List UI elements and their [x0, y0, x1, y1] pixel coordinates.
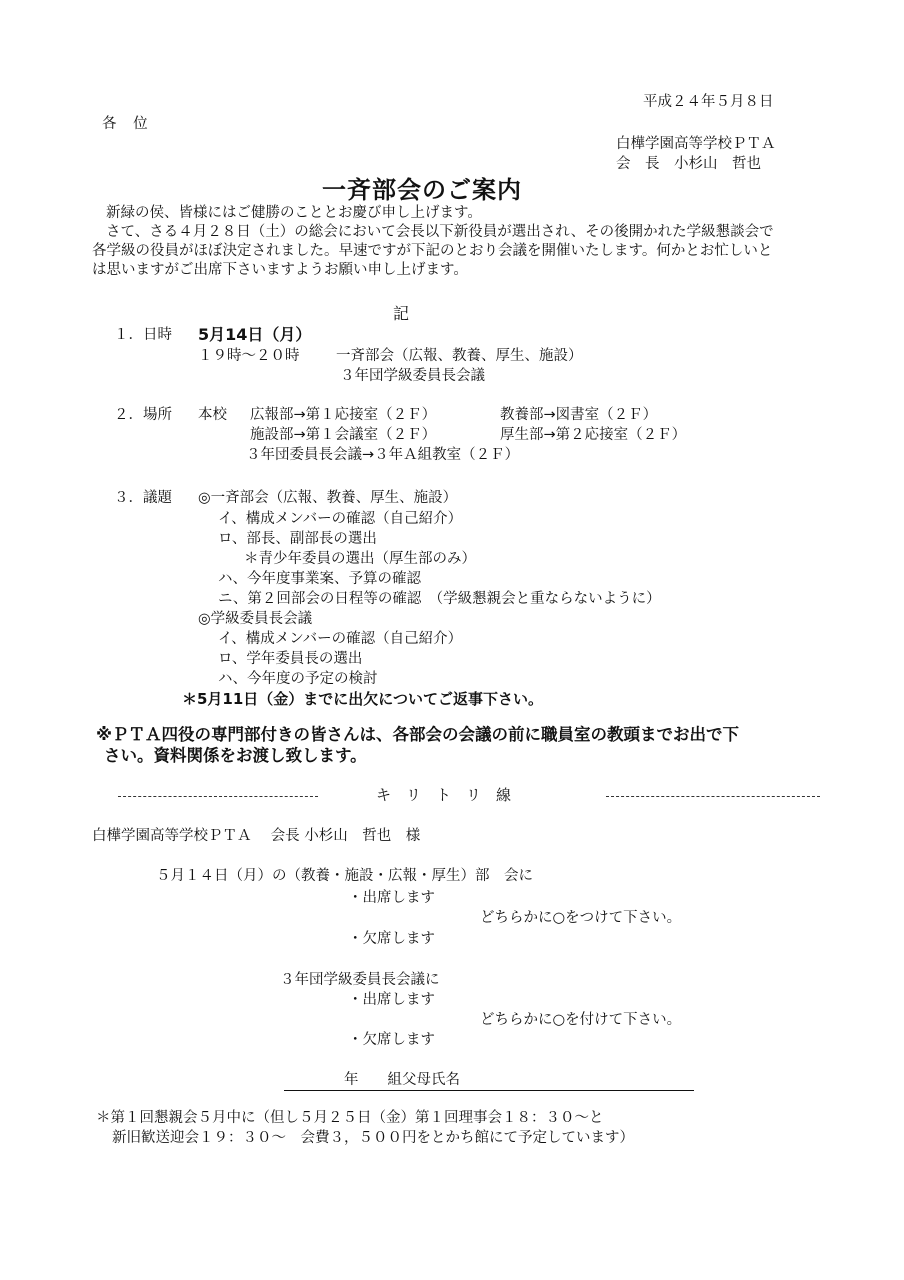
room-assignment: 広報部→第１応接室（２Ｆ）: [250, 407, 437, 423]
item1-event: 一斉部会（広報、教養、厚生、施設）: [336, 348, 583, 364]
attend-option: ・出席します: [348, 890, 435, 906]
notice-line: さい。資料関係をお渡し致します。: [104, 746, 367, 765]
agenda-line: ハ、今年度事業案、予算の確認: [218, 571, 421, 587]
recipient: 各 位: [102, 116, 154, 132]
cut-line-right: [606, 796, 820, 797]
agenda-line: ニ、第２回部会の日程等の確認 （学級懇親会と重ならないように）: [218, 591, 661, 607]
item2-label: ２．場所: [114, 407, 172, 423]
agenda-line: ＊青少年委員の選出（厚生部のみ）: [244, 551, 476, 567]
agenda-line: イ、構成メンバーの確認（自己紹介）: [218, 631, 463, 647]
agenda-line: ハ、今年度の予定の検討: [218, 671, 378, 687]
agenda-line: ロ、学年委員長の選出: [218, 651, 363, 667]
item1-event: ３年団学級委員長会議: [340, 368, 485, 384]
item3-label: ３．議題: [114, 490, 172, 506]
document-date: 平成２４年５月８日: [643, 94, 774, 110]
room-assignment: 厚生部→第２応接室（２Ｆ）: [500, 427, 687, 443]
item2-venue: 本校: [198, 407, 227, 423]
reply-question: ３年団学級委員長会議に: [280, 972, 440, 988]
absent-option: ・欠席します: [348, 1032, 435, 1048]
sender-chair: 会 長 小杉山 哲也: [616, 156, 761, 172]
absent-option: ・欠席します: [348, 931, 435, 947]
agenda-line: ◎一斉部会（広報、教養、厚生、施設）: [198, 490, 458, 506]
reply-question: ５月１４日（月）の（教養・施設・広報・厚生）部 会に: [156, 868, 533, 884]
cut-line-left: [118, 796, 318, 797]
room-assignment: ３年団委員長会議→３年Ａ組教室（２Ｆ）: [246, 447, 520, 463]
item1-label: １．日時: [114, 327, 172, 343]
item1-date: 5月14日（月）: [198, 325, 312, 344]
intro-line: 各学級の役員がほぼ決定されました。早速ですが下記のとおり会議を開催いたします。何かとお忙しいと: [92, 243, 773, 259]
agenda-line: ◎学級委員長会議: [198, 611, 313, 627]
attend-option: ・出席します: [348, 992, 435, 1008]
cut-line-label: キ リ ト リ 線: [376, 786, 512, 804]
room-assignment: 施設部→第１会議室（２Ｆ）: [250, 427, 437, 443]
room-assignment: 教養部→図書室（２Ｆ）: [500, 407, 658, 423]
page-title: 一斉部会のご案内: [322, 176, 522, 204]
signature-line: [284, 1090, 694, 1091]
intro-line: さて、さる４月２８日（土）の総会において会長以下新役員が選出され、その後開かれた学級懇談会で: [106, 224, 774, 240]
sender-org: 白樺学園高等学校ＰＴＡ: [616, 136, 776, 152]
signature-label: 年 組父母氏名: [344, 1072, 460, 1088]
circle-hint: どちらかに○を付けて下さい。: [480, 1012, 682, 1028]
footnote-line: ＊第１回懇親会５月中に（但し５月２５日（金）第１回理事会１８：３０～と: [96, 1110, 604, 1126]
agenda-line: ロ、部長、副部長の選出: [218, 531, 377, 547]
reply-addressee: 白樺学園高等学校ＰＴＡ 会長 小杉山 哲也 様: [92, 828, 421, 844]
notice-line: ※ＰＴＡ四役の専門部付きの皆さんは、各部会の会議の前に職員室の教頭までお出で下: [96, 725, 740, 744]
circle-hint: どちらかに○をつけて下さい。: [480, 910, 682, 926]
intro-line: 新緑の侯、皆様にはご健勝のこととお慶び申し上げます。: [106, 205, 482, 221]
ki-heading: 記: [393, 304, 410, 323]
intro-line: は思いますがご出席下さいますようお願い申し上げます。: [92, 262, 468, 278]
footnote-line: 新旧歓送迎会１９：３０～ 会費３，５００円をとかち館にて予定しています）: [112, 1130, 634, 1146]
item1-time: １９時～２０時: [198, 348, 300, 364]
agenda-line: イ、構成メンバーの確認（自己紹介）: [218, 511, 463, 527]
reply-deadline: ＊5月11日（金）までに出欠についてご返事下さい。: [182, 690, 544, 708]
